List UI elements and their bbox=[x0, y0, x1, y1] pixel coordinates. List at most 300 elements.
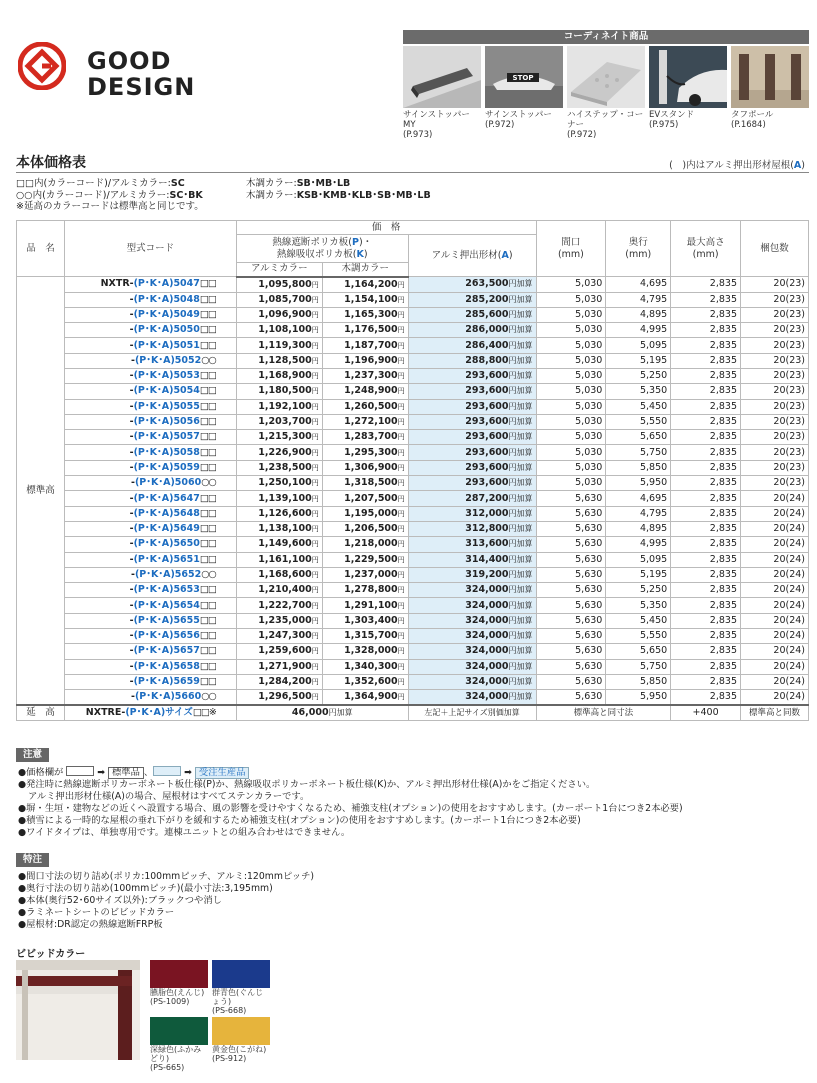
stop-sign-text: STOP bbox=[512, 74, 534, 82]
code-prefix: - bbox=[129, 431, 134, 443]
header-alu-color: アルミカラー bbox=[236, 263, 322, 277]
color-code-box: □□ bbox=[199, 614, 216, 626]
color-code-box: □□ bbox=[199, 324, 216, 336]
width-cell: 5,030 bbox=[536, 368, 606, 383]
table-row-extension bbox=[17, 705, 809, 721]
standard-box-icon bbox=[66, 766, 94, 776]
price-roof-cell: 285,600円加算 bbox=[408, 307, 536, 322]
code-prefix: - bbox=[129, 385, 134, 397]
code-prefix: - bbox=[129, 660, 134, 672]
vivid-title: ビビッドカラー bbox=[16, 949, 86, 960]
code-value: (P･K･A)5659 bbox=[133, 676, 200, 688]
price-wood-cell: 1,187,700円 bbox=[322, 338, 408, 353]
caution-tag: 注意 bbox=[16, 748, 49, 762]
price-roof-cell: 285,200円加算 bbox=[408, 292, 536, 307]
color-code-box: □□ bbox=[199, 293, 216, 305]
height-cell: 2,835 bbox=[671, 521, 741, 536]
pkg-cell: 20(23) bbox=[741, 430, 809, 445]
color-code-box: ○○ bbox=[201, 691, 216, 703]
code-prefix: - bbox=[129, 339, 134, 351]
price-alu-cell: 1,168,900円 bbox=[236, 368, 322, 383]
depth-cell: 5,550 bbox=[606, 414, 671, 429]
model-code-cell bbox=[64, 537, 236, 552]
model-code-cell bbox=[64, 384, 236, 399]
pkg-cell: 20(24) bbox=[741, 506, 809, 521]
depth-cell: 5,350 bbox=[606, 598, 671, 613]
model-code-cell bbox=[64, 460, 236, 475]
price-roof-cell: 293,600円加算 bbox=[408, 368, 536, 383]
model-code-cell bbox=[64, 414, 236, 429]
header-price: 価 格 bbox=[236, 221, 536, 235]
color-code-box: □□ bbox=[199, 630, 216, 642]
height-cell: 2,835 bbox=[671, 307, 741, 322]
code-prefix: - bbox=[129, 553, 134, 565]
height-cell: 2,835 bbox=[671, 613, 741, 628]
swatch-chip bbox=[212, 1017, 270, 1045]
height-cell: 2,835 bbox=[671, 277, 741, 293]
code-prefix: - bbox=[130, 354, 135, 366]
width-cell: 5,030 bbox=[536, 307, 606, 322]
price-wood-cell: 1,318,500円 bbox=[322, 476, 408, 491]
color-code-box: □□ bbox=[199, 599, 216, 611]
depth-cell: 4,995 bbox=[606, 537, 671, 552]
code-value: (P･K･A)5060 bbox=[134, 477, 202, 489]
price-roof-cell: 288,800円加算 bbox=[408, 353, 536, 368]
price-roof-cell: 263,500円加算 bbox=[408, 277, 536, 293]
price-wood-cell: 1,248,900円 bbox=[322, 384, 408, 399]
ev-stand-image bbox=[649, 46, 727, 108]
price-roof-cell: 293,600円加算 bbox=[408, 460, 536, 475]
code-value: (P･K･A)5048 bbox=[133, 293, 200, 305]
table-row bbox=[17, 552, 809, 567]
color-code-box: □□ bbox=[199, 385, 216, 397]
depth-cell: 5,195 bbox=[606, 567, 671, 582]
ext-code-cell: NXTRE-(P･K･A)サイズ□□※ bbox=[64, 705, 236, 721]
color-code-box: □□ bbox=[199, 400, 216, 412]
price-wood-cell: 1,364,900円 bbox=[322, 690, 408, 706]
table-row bbox=[17, 399, 809, 414]
width-cell: 5,630 bbox=[536, 659, 606, 674]
model-code-cell bbox=[64, 307, 236, 322]
pkg-cell: 20(24) bbox=[741, 690, 809, 706]
price-wood-cell: 1,229,500円 bbox=[322, 552, 408, 567]
price-roof-cell: 293,600円加算 bbox=[408, 399, 536, 414]
code-value: (P･K･A)5651 bbox=[133, 553, 200, 565]
depth-cell: 5,350 bbox=[606, 384, 671, 399]
price-alu-cell: 1,296,500円 bbox=[236, 690, 322, 706]
color-code-box: □□ bbox=[199, 339, 216, 351]
width-cell: 5,030 bbox=[536, 476, 606, 491]
height-cell: 2,835 bbox=[671, 552, 741, 567]
code-value: (P･K･A)5648 bbox=[133, 507, 200, 519]
coordinate-items bbox=[403, 46, 809, 140]
depth-cell: 5,750 bbox=[606, 659, 671, 674]
pkg-cell: 20(23) bbox=[741, 307, 809, 322]
price-alu-cell: 1,215,300円 bbox=[236, 430, 322, 445]
table-row bbox=[17, 567, 809, 582]
height-cell: 2,835 bbox=[671, 399, 741, 414]
order-box-icon bbox=[153, 766, 181, 776]
pkg-cell: 20(24) bbox=[741, 552, 809, 567]
color-code-box: □□ bbox=[199, 584, 216, 596]
code-prefix: - bbox=[129, 370, 134, 382]
category-cell: 標準高 bbox=[17, 277, 65, 706]
code-value: (P･K･A)5054 bbox=[133, 385, 200, 397]
price-alu-cell: 1,192,100円 bbox=[236, 399, 322, 414]
price-alu-cell: 1,259,600円 bbox=[236, 644, 322, 659]
code-prefix: - bbox=[129, 416, 134, 428]
price-roof-cell: 324,000円加算 bbox=[408, 674, 536, 689]
model-code-cell bbox=[64, 552, 236, 567]
color-code-box: □□ bbox=[199, 431, 216, 443]
width-cell: 5,030 bbox=[536, 399, 606, 414]
price-alu-cell: 1,168,600円 bbox=[236, 567, 322, 582]
coordinate-heading: コーディネイト商品 bbox=[403, 30, 809, 44]
header-depth: 奥行 (mm) bbox=[606, 221, 671, 277]
model-code-cell bbox=[64, 277, 236, 293]
tokuchu-notes: ●間口寸法の切り詰め(ポリカ:100mmピッチ、アルミ:120mmピッチ) ●奥行寸法の切り詰め(100mmピッチ)(最小寸法:3,195mm) ●本体(奥行52･60サイズ以外):ブラックつや消し ●ラミネートシートのビビッドカラー ●屋根材:DR認定の熱線遮断FRP板 bbox=[18, 871, 315, 930]
depth-cell: 4,895 bbox=[606, 521, 671, 536]
price-roof-cell: 324,000円加算 bbox=[408, 613, 536, 628]
height-cell: 2,835 bbox=[671, 644, 741, 659]
pkg-cell: 20(24) bbox=[741, 521, 809, 536]
price-wood-cell: 1,272,100円 bbox=[322, 414, 408, 429]
model-code-cell bbox=[64, 598, 236, 613]
height-cell: 2,835 bbox=[671, 445, 741, 460]
width-cell: 5,630 bbox=[536, 567, 606, 582]
table-row bbox=[17, 307, 809, 322]
header-alu-roof: アルミ押出形材(A) bbox=[408, 235, 536, 277]
pkg-cell: 20(24) bbox=[741, 674, 809, 689]
price-wood-cell: 1,154,100円 bbox=[322, 292, 408, 307]
model-code-cell bbox=[64, 353, 236, 368]
width-cell: 5,630 bbox=[536, 537, 606, 552]
price-alu-cell: 1,128,500円 bbox=[236, 353, 322, 368]
vivid-carport-image bbox=[16, 960, 140, 1060]
price-alu-cell: 1,284,200円 bbox=[236, 674, 322, 689]
price-alu-cell: 1,096,900円 bbox=[236, 307, 322, 322]
depth-cell: 4,795 bbox=[606, 292, 671, 307]
code-prefix: - bbox=[129, 584, 134, 596]
model-code-cell bbox=[64, 521, 236, 536]
depth-cell: 5,195 bbox=[606, 353, 671, 368]
price-wood-cell: 1,206,500円 bbox=[322, 521, 408, 536]
color-code-box: □□ bbox=[199, 461, 216, 473]
price-wood-cell: 1,207,500円 bbox=[322, 491, 408, 506]
price-table bbox=[16, 220, 809, 721]
high-step-corner-image bbox=[567, 46, 645, 108]
height-cell: 2,835 bbox=[671, 460, 741, 475]
good-design-logo-icon bbox=[18, 42, 66, 90]
height-cell: 2,835 bbox=[671, 583, 741, 598]
model-code-cell bbox=[64, 567, 236, 582]
color-code-box: □□ bbox=[199, 492, 216, 504]
code-value: (P･K･A)5050 bbox=[133, 324, 200, 336]
height-cell: 2,835 bbox=[671, 414, 741, 429]
price-alu-cell: 1,203,700円 bbox=[236, 414, 322, 429]
table-row bbox=[17, 338, 809, 353]
ext-price-cell: 46,000円加算 bbox=[236, 705, 408, 721]
pkg-cell: 20(23) bbox=[741, 353, 809, 368]
code-value: (P･K･A)5049 bbox=[133, 308, 200, 320]
header-pkg: 梱包数 bbox=[741, 221, 809, 277]
height-cell: 2,835 bbox=[671, 537, 741, 552]
table-row bbox=[17, 353, 809, 368]
pkg-cell: 20(23) bbox=[741, 476, 809, 491]
coordinate-item: サインストッパーMY (P.973) bbox=[403, 46, 481, 140]
code-value: (P･K･A)5658 bbox=[133, 660, 200, 672]
section-title: 本体価格表 bbox=[16, 155, 86, 171]
depth-cell: 5,850 bbox=[606, 460, 671, 475]
model-code-cell bbox=[64, 491, 236, 506]
depth-cell: 4,995 bbox=[606, 323, 671, 338]
width-cell: 5,630 bbox=[536, 491, 606, 506]
code-value: (P･K･A)5650 bbox=[133, 538, 200, 550]
price-table-body bbox=[17, 277, 809, 721]
height-cell: 2,835 bbox=[671, 338, 741, 353]
color-code-box: ○○ bbox=[201, 477, 216, 489]
pkg-cell: 20(23) bbox=[741, 399, 809, 414]
table-row bbox=[17, 644, 809, 659]
tough-pole-image bbox=[731, 46, 809, 108]
depth-cell: 5,450 bbox=[606, 399, 671, 414]
code-prefix: - bbox=[129, 538, 134, 550]
code-value: (P･K･A)5051 bbox=[133, 339, 200, 351]
model-code-cell bbox=[64, 338, 236, 353]
depth-cell: 5,095 bbox=[606, 338, 671, 353]
depth-cell: 5,095 bbox=[606, 552, 671, 567]
price-wood-cell: 1,196,900円 bbox=[322, 353, 408, 368]
code-prefix: - bbox=[129, 676, 134, 688]
height-cell: 2,835 bbox=[671, 292, 741, 307]
price-alu-cell: 1,238,500円 bbox=[236, 460, 322, 475]
model-code-cell bbox=[64, 430, 236, 445]
price-alu-cell: 1,247,300円 bbox=[236, 629, 322, 644]
width-cell: 5,030 bbox=[536, 353, 606, 368]
table-row bbox=[17, 491, 809, 506]
sign-stopper-image bbox=[485, 46, 563, 108]
coordinate-item: EVスタンド (P.975) bbox=[649, 46, 727, 140]
code-prefix: - bbox=[129, 645, 134, 657]
pkg-cell: 20(23) bbox=[741, 323, 809, 338]
depth-cell: 5,250 bbox=[606, 368, 671, 383]
price-roof-cell: 312,000円加算 bbox=[408, 506, 536, 521]
price-roof-cell: 293,600円加算 bbox=[408, 476, 536, 491]
width-cell: 5,630 bbox=[536, 521, 606, 536]
color-code-box: □□ bbox=[199, 308, 216, 320]
code-value: (P･K･A)5057 bbox=[133, 431, 200, 443]
code-prefix: - bbox=[129, 614, 134, 626]
height-cell: 2,835 bbox=[671, 430, 741, 445]
price-wood-cell: 1,165,300円 bbox=[322, 307, 408, 322]
code-prefix: NXTR- bbox=[100, 278, 134, 290]
price-alu-cell: 1,149,600円 bbox=[236, 537, 322, 552]
depth-cell: 5,250 bbox=[606, 583, 671, 598]
code-prefix: - bbox=[129, 507, 134, 519]
price-roof-cell: 293,600円加算 bbox=[408, 384, 536, 399]
pkg-cell: 20(24) bbox=[741, 537, 809, 552]
table-row bbox=[17, 674, 809, 689]
coordinate-item: STOP サインストッパー (P.972) bbox=[485, 46, 563, 140]
code-prefix: - bbox=[129, 400, 134, 412]
price-alu-cell: 1,180,500円 bbox=[236, 384, 322, 399]
price-wood-cell: 1,340,300円 bbox=[322, 659, 408, 674]
price-roof-cell: 324,000円加算 bbox=[408, 659, 536, 674]
code-value: (P･K･A)5653 bbox=[133, 584, 200, 596]
price-roof-cell: 324,000円加算 bbox=[408, 644, 536, 659]
price-wood-cell: 1,218,000円 bbox=[322, 537, 408, 552]
width-cell: 5,630 bbox=[536, 674, 606, 689]
height-cell: 2,835 bbox=[671, 384, 741, 399]
price-roof-cell: 324,000円加算 bbox=[408, 598, 536, 613]
pkg-cell: 20(24) bbox=[741, 598, 809, 613]
model-code-cell bbox=[64, 644, 236, 659]
depth-cell: 5,450 bbox=[606, 613, 671, 628]
pkg-cell: 20(23) bbox=[741, 414, 809, 429]
price-wood-cell: 1,237,000円 bbox=[322, 567, 408, 582]
code-prefix: - bbox=[129, 461, 134, 473]
depth-cell: 5,550 bbox=[606, 629, 671, 644]
width-cell: 5,030 bbox=[536, 445, 606, 460]
color-legend: □□内(カラーコード)/アルミカラー:SC 木調カラー:SB･MB･LB ○○内(カラーコード)/アルミカラー:SC･BK 木調カラー:KSB･KMB･KLB･SB･MB･LB ※延高のカラーコードは標準高と同じです。 bbox=[16, 178, 431, 212]
pkg-cell: 20(23) bbox=[741, 292, 809, 307]
pkg-cell: 20(24) bbox=[741, 644, 809, 659]
swatch-chip bbox=[150, 960, 208, 988]
code-prefix: - bbox=[129, 630, 134, 642]
code-value: (P･K･A)5647 bbox=[133, 492, 200, 504]
price-alu-cell: 1,250,100円 bbox=[236, 476, 322, 491]
width-cell: 5,030 bbox=[536, 384, 606, 399]
price-roof-cell: 312,800円加算 bbox=[408, 521, 536, 536]
code-value: (P･K･A)5654 bbox=[133, 599, 200, 611]
price-roof-cell: 313,600円加算 bbox=[408, 537, 536, 552]
code-prefix: - bbox=[130, 691, 135, 703]
model-code-cell bbox=[64, 445, 236, 460]
pkg-cell: 20(23) bbox=[741, 338, 809, 353]
pkg-cell: 20(23) bbox=[741, 277, 809, 293]
divider bbox=[16, 172, 809, 173]
price-alu-cell: 1,119,300円 bbox=[236, 338, 322, 353]
table-row bbox=[17, 430, 809, 445]
depth-cell: 4,695 bbox=[606, 277, 671, 293]
model-code-cell bbox=[64, 583, 236, 598]
width-cell: 5,630 bbox=[536, 506, 606, 521]
height-cell: 2,835 bbox=[671, 353, 741, 368]
width-cell: 5,630 bbox=[536, 583, 606, 598]
code-prefix: - bbox=[129, 446, 134, 458]
code-value: (P･K･A)5053 bbox=[133, 370, 200, 382]
swatch-chip bbox=[150, 1017, 208, 1045]
header-code: 型式コード bbox=[64, 221, 236, 277]
width-cell: 5,630 bbox=[536, 598, 606, 613]
vivid-swatches bbox=[150, 960, 270, 1072]
header-height: 最大高さ (mm) bbox=[671, 221, 741, 277]
color-code-box: □□ bbox=[199, 523, 216, 535]
height-cell: 2,835 bbox=[671, 567, 741, 582]
price-roof-cell: 293,600円加算 bbox=[408, 414, 536, 429]
width-cell: 5,630 bbox=[536, 644, 606, 659]
width-cell: 5,030 bbox=[536, 430, 606, 445]
ext-size-cell: 標準高と同寸法 bbox=[536, 705, 671, 721]
price-alu-cell: 1,226,900円 bbox=[236, 445, 322, 460]
price-wood-cell: 1,303,400円 bbox=[322, 613, 408, 628]
price-wood-cell: 1,352,600円 bbox=[322, 674, 408, 689]
model-code-cell bbox=[64, 323, 236, 338]
swatch-chip bbox=[212, 960, 270, 988]
height-cell: 2,835 bbox=[671, 476, 741, 491]
price-alu-cell: 1,222,700円 bbox=[236, 598, 322, 613]
price-wood-cell: 1,260,500円 bbox=[322, 399, 408, 414]
price-roof-cell: 293,600円加算 bbox=[408, 445, 536, 460]
swatch: 黄金色(こがね) (PS-912) bbox=[212, 1017, 270, 1072]
color-code-box: □□ bbox=[199, 416, 216, 428]
ext-pkg-cell: 標準高と同数 bbox=[741, 705, 809, 721]
ext-roof-cell: 左記＋上記サイズ別価加算 bbox=[408, 705, 536, 721]
header-polycarbonate: 熱線遮断ポリカ板(P)・ 熱線吸収ポリカ板(K) bbox=[236, 235, 408, 263]
price-roof-cell: 319,200円加算 bbox=[408, 567, 536, 582]
table-row bbox=[17, 598, 809, 613]
color-code-box: □□ bbox=[199, 676, 216, 688]
table-row bbox=[17, 537, 809, 552]
price-wood-cell: 1,295,300円 bbox=[322, 445, 408, 460]
color-code-box: □□ bbox=[199, 370, 216, 382]
price-wood-cell: 1,283,700円 bbox=[322, 430, 408, 445]
pkg-cell: 20(23) bbox=[741, 384, 809, 399]
header-wood-color: 木調カラー bbox=[322, 263, 408, 277]
width-cell: 5,630 bbox=[536, 690, 606, 706]
width-cell: 5,630 bbox=[536, 613, 606, 628]
price-wood-cell: 1,278,800円 bbox=[322, 583, 408, 598]
height-cell: 2,835 bbox=[671, 491, 741, 506]
color-code-box: □□ bbox=[199, 553, 216, 565]
price-roof-cell: 324,000円加算 bbox=[408, 583, 536, 598]
color-code-box: ○○ bbox=[201, 354, 216, 366]
section-note: ( )内はアルミ押出形材屋根(A) bbox=[669, 160, 805, 171]
width-cell: 5,630 bbox=[536, 552, 606, 567]
price-alu-cell: 1,138,100円 bbox=[236, 521, 322, 536]
price-alu-cell: 1,139,100円 bbox=[236, 491, 322, 506]
price-wood-cell: 1,164,200円 bbox=[322, 277, 408, 293]
table-row bbox=[17, 384, 809, 399]
price-roof-cell: 286,400円加算 bbox=[408, 338, 536, 353]
width-cell: 5,030 bbox=[536, 323, 606, 338]
color-code-box: ○○ bbox=[201, 568, 216, 580]
table-row bbox=[17, 476, 809, 491]
price-alu-cell: 1,161,100円 bbox=[236, 552, 322, 567]
table-row bbox=[17, 277, 809, 293]
pkg-cell: 20(23) bbox=[741, 368, 809, 383]
code-value: (P･K･A)5055 bbox=[133, 400, 200, 412]
code-prefix: - bbox=[130, 477, 135, 489]
color-code-box: □□ bbox=[199, 538, 216, 550]
depth-cell: 4,695 bbox=[606, 491, 671, 506]
pkg-cell: 20(24) bbox=[741, 567, 809, 582]
model-code-cell bbox=[64, 629, 236, 644]
code-value: (P･K･A)5059 bbox=[133, 461, 200, 473]
color-code-box: □□ bbox=[199, 645, 216, 657]
pkg-cell: 20(24) bbox=[741, 629, 809, 644]
width-cell: 5,030 bbox=[536, 460, 606, 475]
code-prefix: - bbox=[129, 599, 134, 611]
model-code-cell bbox=[64, 659, 236, 674]
price-wood-cell: 1,306,900円 bbox=[322, 460, 408, 475]
code-prefix: - bbox=[129, 293, 134, 305]
depth-cell: 4,895 bbox=[606, 307, 671, 322]
table-row bbox=[17, 613, 809, 628]
code-value: (P･K･A)5052 bbox=[134, 354, 202, 366]
height-cell: 2,835 bbox=[671, 598, 741, 613]
price-alu-cell: 1,235,000円 bbox=[236, 613, 322, 628]
